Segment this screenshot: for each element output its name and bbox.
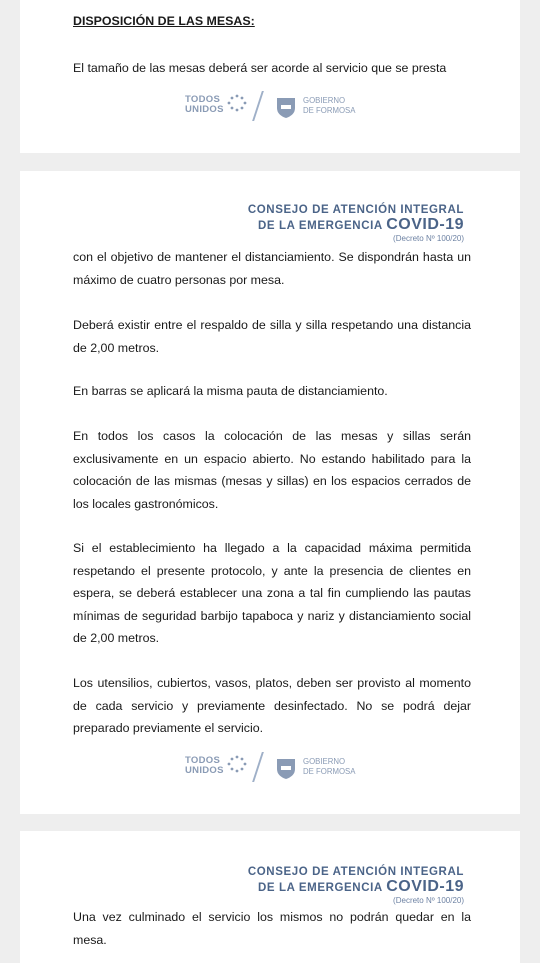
consejo-line2 (248, 217, 464, 234)
decreto-text: (Decreto Nº 100/20) (393, 896, 464, 905)
paragraph: Los utensilios, cubiertos, vasos, platos, deben ser provisto al momento de cada servicio y previamente desinfectado. No se podrá dejar preparado previamente el servicio. (73, 676, 471, 735)
consejo-line2-prefix: DE LA EMERGENCIA (258, 220, 383, 232)
unidos-text: UNIDOS (185, 764, 224, 776)
formosa-text: DE FORMOSA (303, 767, 356, 776)
footer-logo (185, 93, 365, 123)
divider (252, 91, 264, 121)
formosa-shield-icon (275, 756, 297, 780)
todos-text: TODOS (185, 755, 221, 766)
consejo-covid-logo (248, 865, 464, 906)
gobierno-text: GOBIERNO (303, 757, 346, 766)
covid-text: COVID-19 (386, 878, 464, 895)
covid-text: COVID-19 (386, 216, 464, 233)
document-page-2 (20, 171, 520, 814)
todos-unidos-logo (185, 756, 224, 775)
paragraph: con el objetivo de mantener el distanciamiento. Se dispondrán hasta un máximo de cuatro personas por mesa. (73, 250, 471, 287)
consejo-line1: CONSEJO DE ATENCIÓN INTEGRAL (247, 204, 464, 216)
paragraph: Una vez culminado el servicio los mismos no podrán quedar en la mesa. (73, 910, 471, 947)
decreto-text: (Decreto Nº 100/20) (393, 234, 464, 243)
consejo-line2 (248, 879, 464, 896)
consejo-line1: CONSEJO DE ATENCIÓN INTEGRAL (247, 866, 464, 878)
paragraph: Si el establecimiento ha llegado a la capacidad máxima permitida respetando el presente protocolo, y ante la presencia de clientes en espera, se deberá establecer una zona a tal fin cumpliendo las pautas mínimas de seguridad barbijo tapaboca y nariz y distanciamiento social de 2,00 metros. (73, 541, 471, 645)
divider (252, 752, 264, 782)
consejo-covid-logo (248, 203, 464, 244)
stars-icon (225, 754, 249, 776)
consejo-line2-prefix: DE LA EMERGENCIA (258, 882, 383, 894)
gobierno-formosa-logo (303, 757, 355, 777)
paragraph: El tamaño de las mesas deberá ser acorde al servicio que se presta (73, 61, 447, 75)
section-heading: DISPOSICIÓN DE LAS MESAS: (73, 14, 255, 28)
paragraph: Deberá existir entre el respaldo de silla y silla respetando una distancia de 2,00 metros. (73, 318, 471, 355)
stars-icon (225, 93, 249, 115)
todos-text: TODOS (185, 94, 221, 105)
paragraph: En todos los casos la colocación de las mesas y sillas serán exclusivamente en un espacio abierto. No estando habilitado para la colocación de las mismas (mesas y sillas) en los espacios cerrados de los locales gastronómicos. (73, 429, 471, 511)
gobierno-text: GOBIERNO (303, 96, 346, 105)
formosa-shield-icon (275, 95, 297, 119)
todos-unidos-logo (185, 95, 224, 114)
gobierno-formosa-logo (303, 96, 355, 116)
unidos-text: UNIDOS (185, 103, 224, 115)
paragraph: En barras se aplicará la misma pauta de distanciamiento. (73, 384, 388, 398)
formosa-text: DE FORMOSA (303, 106, 356, 115)
footer-logo (185, 754, 365, 784)
document-page-1 (20, 0, 520, 153)
document-page-3 (20, 831, 520, 963)
